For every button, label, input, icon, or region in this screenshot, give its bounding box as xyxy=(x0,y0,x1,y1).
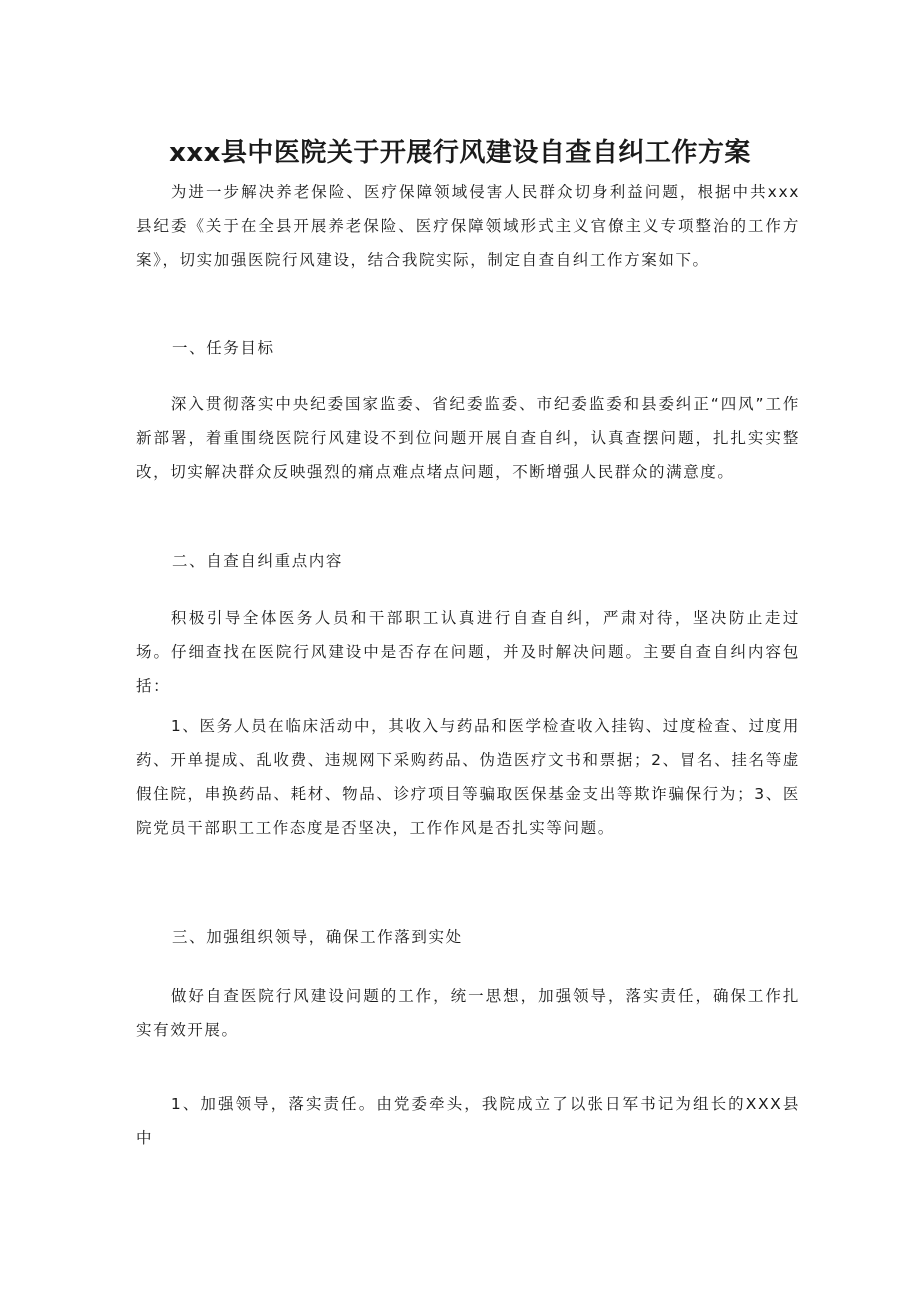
section-3-heading: 三、加强组织领导，确保工作落到实处 xyxy=(172,928,463,946)
section-1-paragraph: 深入贯彻落实中央纪委国家监委、省纪委监委、市纪委监委和县委纠正“四风”工作新部署，着重围绕医院行风建设不到位问题开展自查自纠，认真查摆问题，扎扎实实整改，切实解决群众反映强烈的痛点难点堵点问题，不断增强人民群众的满意度。 xyxy=(136,395,800,481)
document-title: xxx县中医院关于开展行风建设自查自纠工作方案 xyxy=(169,138,751,169)
section-2-items: 1、医务人员在临床活动中，其收入与药品和医学检查收入挂钩、过度检查、过度用药、开单提成、乱收费、违规网下采购药品、伪造医疗文书和票据；2、冒名、挂名等虚假住院，串换药品、耗材、物品、诊疗项目等骗取医保基金支出等欺诈骗保行为；3、医院党员干部职工工作态度是否坚决，工作作风是否扎实等问题。 xyxy=(136,717,800,837)
section-2-paragraph: 积极引导全体医务人员和干部职工认真进行自查自纠，严肃对待，坚决防止走过场。仔细查找在医院行风建设中是否存在问题，并及时解决问题。主要自查自纠内容包括： xyxy=(136,609,800,695)
section-3-item-1: 1、加强领导，落实责任。由党委牵头，我院成立了以张日军书记为组长的XXX县中 xyxy=(136,1095,800,1147)
section-3-paragraph: 做好自查医院行风建设问题的工作，统一思想，加强领导，落实责任，确保工作扎实有效开展。 xyxy=(136,987,800,1039)
section-2-heading: 二、自查自纠重点内容 xyxy=(172,552,344,570)
intro-paragraph: 为进一步解决养老保险、医疗保障领域侵害人民群众切身利益问题，根据中共xxx县纪委《关于在全县开展养老保险、医疗保障领域形式主义官僚主义专项整治的工作方案》，切实加强医院行风建设，结合我院实际，制定自查自纠工作方案如下。 xyxy=(136,183,800,269)
section-1-heading: 一、任务目标 xyxy=(172,339,275,357)
